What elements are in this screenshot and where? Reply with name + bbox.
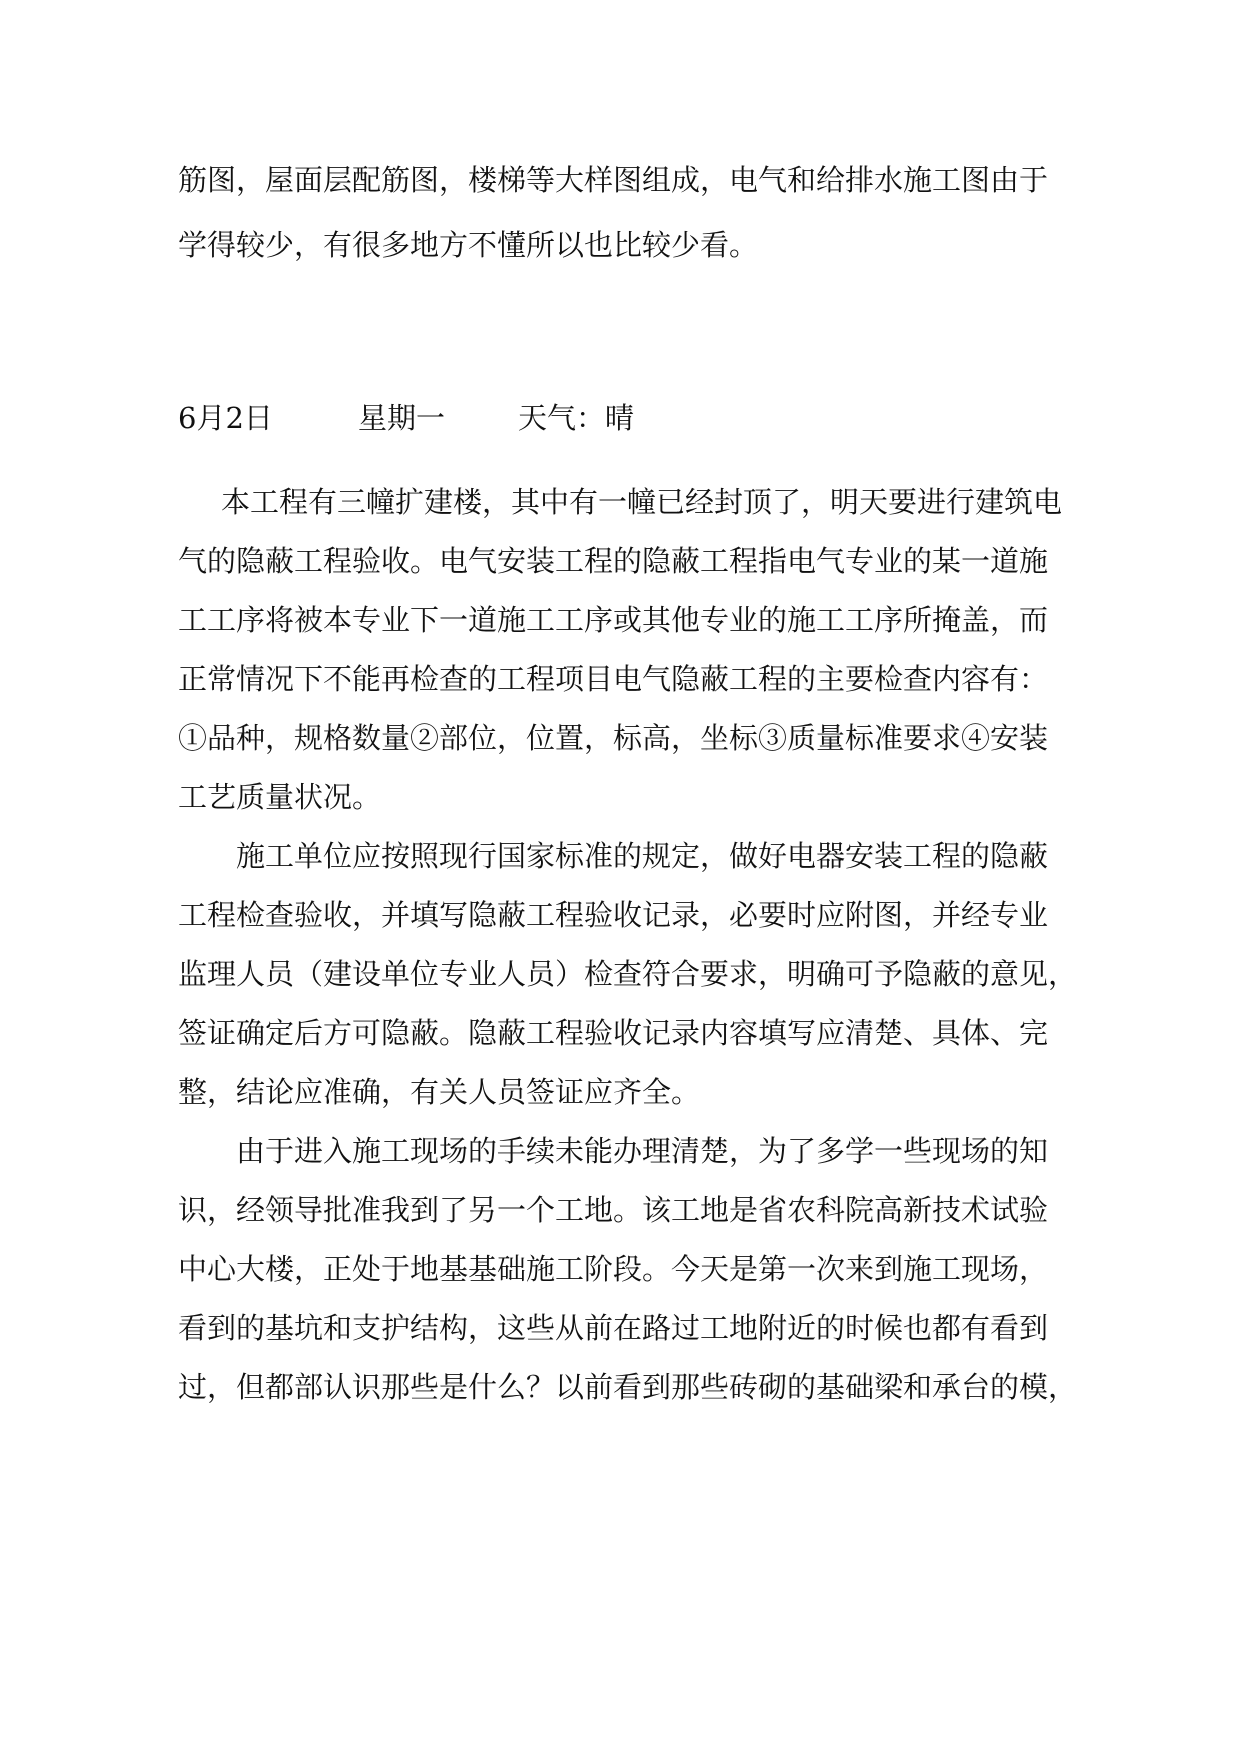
- text-line: 学得较少，有很多地方不懂所以也比较少看。: [178, 228, 759, 262]
- entry-weather: 天气：晴: [518, 401, 635, 435]
- text-line: 正常情况下不能再检查的工程项目电气隐蔽工程的主要检查内容有：: [178, 662, 1049, 696]
- text-line: 过，但都部认识那些是什么？以前看到那些砖砌的基础梁和承台的模，: [178, 1370, 1078, 1404]
- text-line: 整，结论应准确，有关人员签证应齐全。: [178, 1075, 701, 1109]
- text-line: 气的隐蔽工程验收。电气安装工程的隐蔽工程指电气专业的某一道施: [178, 544, 1049, 578]
- entry-date: 6月2日: [178, 401, 273, 435]
- text-line: 签证确定后方可隐蔽。隐蔽工程验收记录内容填写应清楚、具体、完: [178, 1016, 1049, 1050]
- text-line: ①品种，规格数量②部位，位置，标高，坐标③质量标准要求④安装: [178, 721, 1049, 755]
- text-line: 筋图，屋面层配筋图，楼梯等大样图组成，电气和给排水施工图由于: [178, 163, 1049, 197]
- text-line: 中心大楼，正处于地基基础施工阶段。今天是第一次来到施工现场，: [178, 1252, 1049, 1286]
- entry-weekday: 星期一: [358, 401, 446, 435]
- text-line: 工程检查验收，并填写隐蔽工程验收记录，必要时应附图，并经专业: [178, 898, 1049, 932]
- text-line: 由于进入施工现场的手续未能办理清楚，为了多学一些现场的知: [236, 1134, 1049, 1168]
- text-line: 看到的基坑和支护结构，这些从前在路过工地附近的时候也都有看到: [178, 1311, 1049, 1345]
- text-line: 监理人员（建设单位专业人员）检查符合要求，明确可予隐蔽的意见，: [178, 957, 1078, 991]
- text-line: 工艺质量状况。: [178, 780, 382, 814]
- text-line: 施工单位应按照现行国家标准的规定，做好电器安装工程的隐蔽: [236, 839, 1049, 873]
- text-line: 本工程有三幢扩建楼，其中有一幢已经封顶了，明天要进行建筑电: [221, 485, 1063, 519]
- text-line: 工工序将被本专业下一道施工工序或其他专业的施工工序所掩盖，而: [178, 603, 1049, 637]
- text-line: 识，经领导批准我到了另一个工地。该工地是省农科院高新技术试验: [178, 1193, 1049, 1227]
- entry-header: [178, 395, 1078, 441]
